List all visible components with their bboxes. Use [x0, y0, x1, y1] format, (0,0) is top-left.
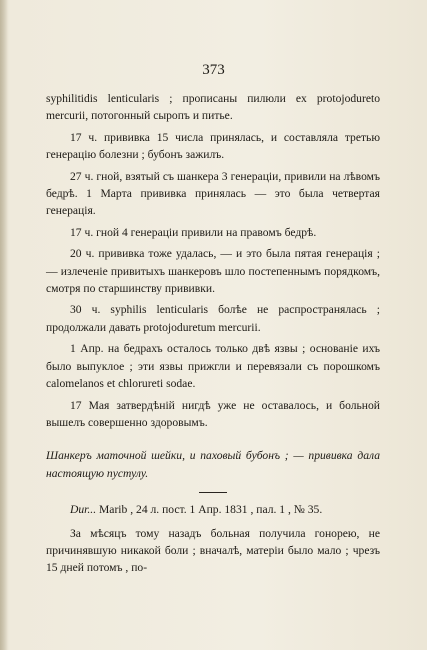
body-text: [46, 90, 380, 581]
paragraph: 17 Мая затвердѣній нигдѣ уже не оставалось, и больной вышелъ совершенно здоровымъ.: [46, 398, 380, 429]
case-patient-name: Dur...: [70, 503, 97, 517]
paragraph: 20 ч. прививка тоже удалась, — и это была пятая генерація ; — излеченіе привитыхъ шанкеровъ шло постепеннымъ порядкомъ, смотря по старшинству прививки.: [46, 247, 380, 296]
case-details: Marib , 24 л. пост. 1 Апр. 1831 , пал. 1 , № 35.: [96, 503, 323, 517]
paragraph: 1 Апр. на бедрахъ осталось только двѣ язвы ; основаніе ихъ было выпуклое ; эти язвы прижгли и перевязали съ порошкомъ calomelanos et chloruretі sodae.: [46, 342, 380, 391]
paragraph: 17 ч. гной 4 генераціи привили на правомъ бедрѣ.: [70, 225, 317, 239]
section-heading: Шанкеръ маточной шейки, и паховый бубонъ ; — прививка дала настоящую пустулу.: [46, 449, 380, 480]
page-number: 373: [202, 62, 225, 78]
paragraph: За мѣсяцъ тому назадъ больная получила гонорею, не причинявшую никакой боли ; вначалѣ, матеріи было мало ; чрезъ 15 дней потомъ , по-: [46, 526, 380, 575]
paragraph: 30 ч. syphilis lenticularis болѣе не распространялась ; продолжали давать protojoduretum mercurii.: [46, 303, 380, 334]
paragraph: 17 ч. прививка 15 числа принялась, и составляла третью генерацію болезни ; бубонъ зажилъ.: [46, 130, 380, 162]
heading-divider: [199, 492, 227, 493]
paragraph: syphilitidis lenticularis ; прописаны пилюли ex protojodureto mercurii, потогонный сыропъ и питье.: [46, 92, 380, 123]
page-gutter-shadow: [0, 0, 8, 650]
paragraph: 27 ч. гной, взятый съ шанкера 3 генераціи, привили на лѣвомъ бедрѣ. 1 Марта прививка принялась — это была четвертая генерація.: [46, 169, 380, 218]
case-record: [46, 501, 380, 518]
